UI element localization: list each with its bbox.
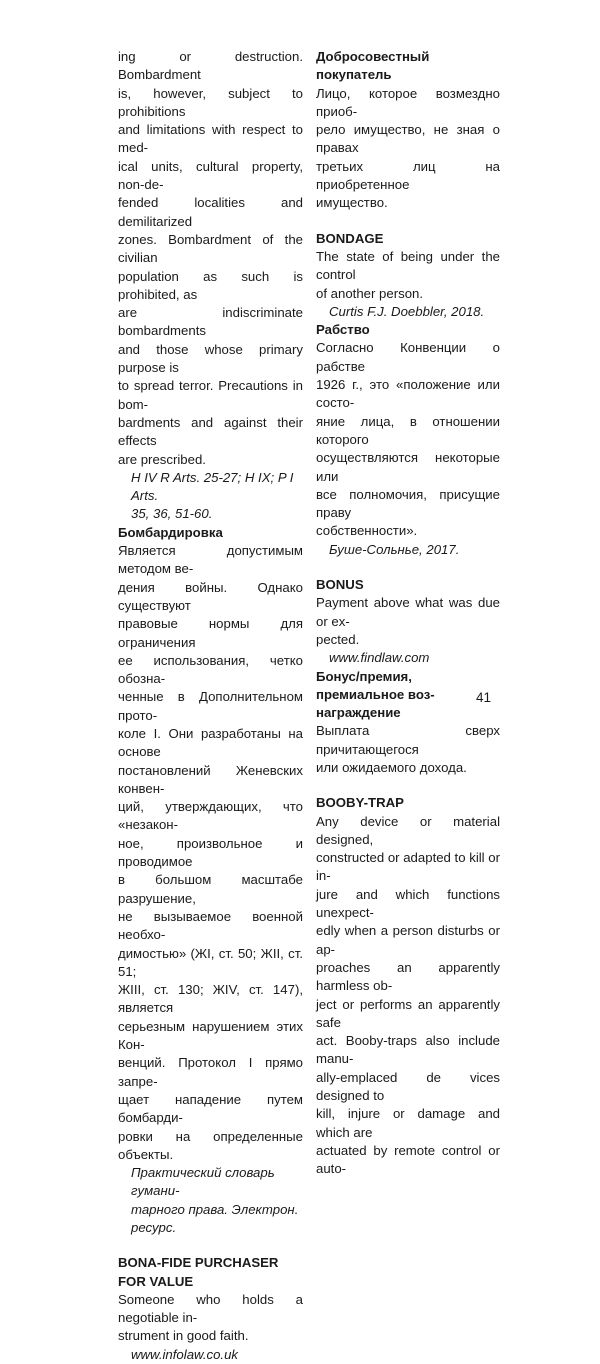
text-line: actuated by remote control or auto- <box>316 1142 500 1177</box>
booby-en-text <box>316 813 500 1179</box>
text-line: proaches an apparently harmless ob- <box>316 959 500 994</box>
text-line: осуществляются некоторые или <box>316 450 500 484</box>
text-line: is, however, subject to prohibitions <box>118 85 303 119</box>
entry-heading: BONA-FIDE PURCHASER FOR VALUE <box>118 1255 279 1289</box>
entry-spacer <box>118 1237 303 1254</box>
text-line: третьих лиц на приобретенное <box>316 158 500 193</box>
bondage-en-text <box>316 248 500 303</box>
text-line: Any device or material designed, <box>316 813 500 847</box>
text-line: ject or performs an apparently safe <box>316 996 500 1030</box>
text-line: kill, injure or damage and which are <box>316 1106 500 1140</box>
entry-heading: BONUS <box>316 577 364 593</box>
text-line: act. Booby-traps also include manu- <box>316 1033 500 1067</box>
right-column <box>316 48 500 1179</box>
entry-heading-ru: Бонус/премия, премиальное воз- <box>316 668 435 702</box>
bonus-en-text <box>316 594 500 649</box>
text-line: ровки на определенные объекты. <box>118 1128 303 1162</box>
text-line: серьезным нарушением этих Кон- <box>118 1018 303 1053</box>
text-line: ее использования, четко обозна- <box>118 652 303 687</box>
entry-heading-ru: Рабство <box>316 322 370 338</box>
text-line: ций, утверждающих, что «незакон- <box>118 799 303 833</box>
text-line: ing or destruction. Bombardment <box>118 49 303 83</box>
bombardment-ru-text <box>118 542 303 1164</box>
text-line: постановлений Женевских конвен- <box>118 762 303 796</box>
source-line: тарного права. Электрон. ресурс. <box>131 1201 299 1235</box>
text-line: не вызываемое военной необхо- <box>118 908 303 943</box>
text-line: рело имущество, не зная о правах <box>316 122 500 156</box>
text-line: bardments and against their effects <box>118 414 303 449</box>
text-line: jure and which functions unexpect- <box>316 886 500 921</box>
text-line: ally-emplaced de vices designed to <box>316 1069 500 1104</box>
entry-heading: BONDAGE <box>316 230 384 246</box>
source-line: Практический словарь гумани- <box>131 1165 275 1199</box>
entry-heading: BOOBY-TRAP <box>316 795 404 811</box>
text-line: все полномочия, присущие праву <box>316 486 500 521</box>
text-line: или ожидаемого дохода. <box>316 759 467 775</box>
text-line: имущество. <box>316 195 388 211</box>
text-line: pected. <box>316 631 360 647</box>
text-line: димостью» (ЖI, ст. 50; ЖII, ст. 51; <box>118 945 303 979</box>
text-line: of another person. <box>316 285 424 301</box>
bona-en-text <box>118 1291 303 1346</box>
text-line: Выплата сверх причитающегося <box>316 723 500 757</box>
text-line: are prescribed. <box>118 451 206 467</box>
text-line: ное, произвольное и проводимое <box>118 835 303 870</box>
text-line: Лицо, которое возмездно приоб- <box>316 85 500 119</box>
text-line: венций. Протокол I прямо запре- <box>118 1055 303 1089</box>
bondage-ru-text <box>316 339 500 540</box>
text-line: constructed or adapted to kill or in- <box>316 850 500 884</box>
bona-ru-text <box>316 85 500 213</box>
text-line: правовые нормы для ограничения <box>118 616 303 650</box>
text-line: коле I. Они разработаны на основе <box>118 725 303 760</box>
source-line: H IV R Arts. 25-27; H IX; P I Arts. <box>131 469 294 504</box>
entry-spacer <box>316 213 500 230</box>
text-line: Someone who holds a negotiable in- <box>118 1291 303 1326</box>
source-line: www.infolaw.co.uk <box>131 1346 239 1362</box>
text-line: strument in good faith. <box>118 1328 249 1344</box>
page-number: 41 <box>476 690 492 705</box>
text-line: щает нападение путем бомбарди- <box>118 1091 303 1126</box>
text-line: fended localities and demilitarized <box>118 195 303 229</box>
bombardment-source-en <box>118 469 303 524</box>
text-line: and those whose primary purpose is <box>118 341 303 376</box>
text-line: zones. Bombardment of the civilian <box>118 231 303 266</box>
bombardment-source-ru <box>118 1164 303 1237</box>
text-line: ЖIII, ст. 130; ЖIV, ст. 147), является <box>118 982 303 1016</box>
entry-heading-ru: Добросовестный покупатель <box>316 49 430 83</box>
bombardment-en-text <box>118 48 303 469</box>
text-line: яние лица, в отношении которого <box>316 413 500 447</box>
text-line: ченные в Дополнительном прото- <box>118 689 303 723</box>
source-line: Curtis F.J. Doebbler, 2018. <box>329 303 485 319</box>
text-line: 1926 г., это «положение или состо- <box>316 377 500 411</box>
left-column <box>118 48 303 1364</box>
text-line: Payment above what was due or ex- <box>316 595 500 629</box>
text-line: Является допустимым методом ве- <box>118 543 303 577</box>
source-line: Буше-Сольнье, 2017. <box>329 541 460 557</box>
entry-spacer <box>316 777 500 794</box>
text-line: to spread terror. Precautions in bom- <box>118 378 303 412</box>
text-line: Согласно Конвенции о рабстве <box>316 340 500 374</box>
text-line: собственности». <box>316 523 418 539</box>
text-line: дения войны. Однако существуют <box>118 579 303 613</box>
bonus-ru-heading <box>316 668 500 723</box>
source-line: www.findlaw.com <box>329 650 430 666</box>
text-line: edly when a person disturbs or ap- <box>316 923 500 957</box>
entry-heading-ru: Бомбардировка <box>118 524 223 540</box>
text-line: population as such is prohibited, as <box>118 268 303 302</box>
text-line: ical units, cultural property, non-de- <box>118 158 303 193</box>
text-line: are indiscriminate bombardments <box>118 305 303 339</box>
text-line: and limitations with respect to med- <box>118 122 303 156</box>
entry-spacer <box>316 559 500 576</box>
text-line: The state of being under the control <box>316 248 500 283</box>
source-line: 35, 36, 51-60. <box>131 506 213 522</box>
text-line: в большом масштабе разрушение, <box>118 872 303 906</box>
entry-heading-ru: награждение <box>316 705 401 721</box>
